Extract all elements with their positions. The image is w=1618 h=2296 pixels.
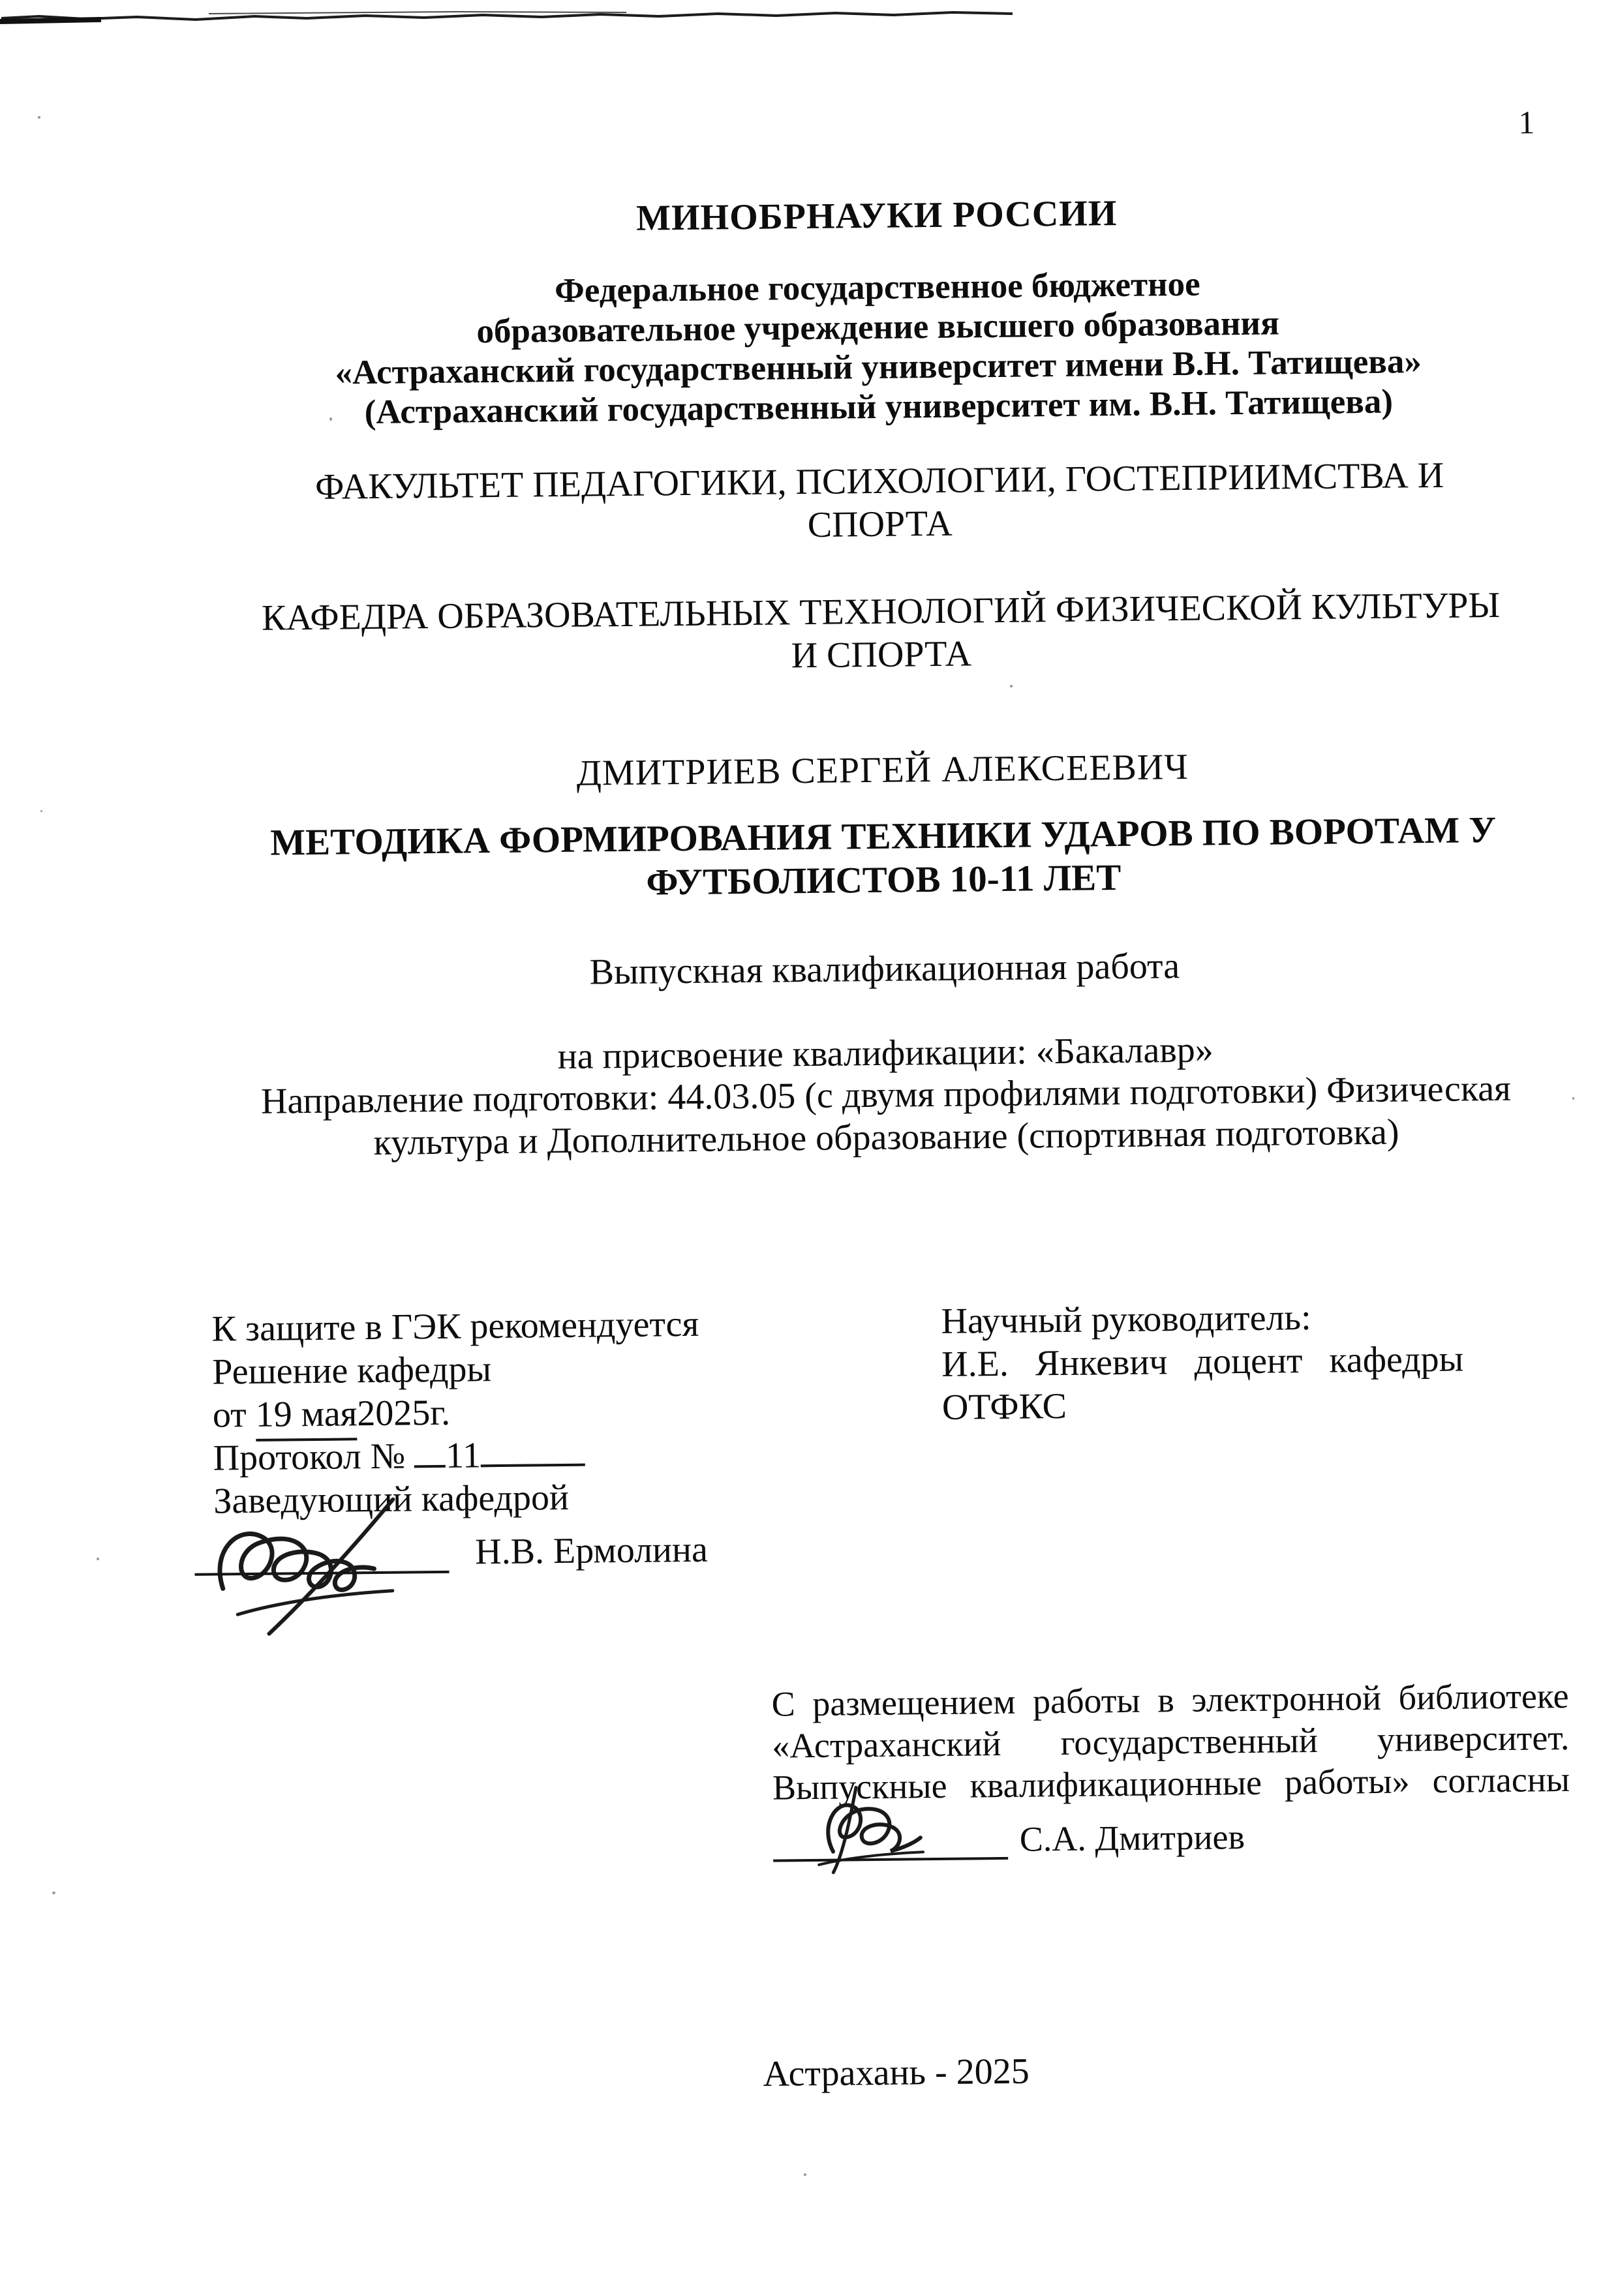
text-line: (Астраханский государственный университет им. В.Н. Татищева) [364, 382, 1394, 432]
author-name: ДМИТРИЕВ СЕРГЕЙ АЛЕКСЕЕВИЧ [576, 746, 1189, 794]
work-title [234, 808, 1533, 909]
consent-signer-name: С.А. Дмитриев [1019, 1817, 1245, 1859]
text-line: СПОРТА [807, 503, 953, 545]
recommendation-line: К защите в ГЭК рекомендуется [211, 1303, 699, 1350]
faculty-name [230, 453, 1529, 552]
institution-name [228, 261, 1528, 434]
author-signature [792, 1772, 943, 1888]
text-line: Выпускные квалификационные работы» согласны [772, 1759, 1570, 1807]
protocol-prefix: Протокол № [213, 1436, 415, 1479]
head-title-line: Заведующий кафедрой [213, 1477, 570, 1522]
protocol-line [213, 1431, 761, 1480]
text-line: И СПОРТА [791, 633, 972, 676]
text-line: С размещением работы в электронной библиотеке [771, 1676, 1569, 1724]
supervisor-label: Научный руководитель: [941, 1297, 1311, 1342]
supervisor-block [941, 1295, 1464, 1429]
page-number: 1 [1518, 104, 1535, 141]
consent-signature-row [772, 1802, 1570, 1888]
decision-line: Решение кафедры [211, 1349, 492, 1393]
head-signature-row [214, 1514, 763, 1605]
supervisor-department: ОТФКС [941, 1385, 1067, 1428]
department-name [232, 583, 1531, 683]
text-line: культура и Дополнительное образование (спортивная подготовка) [373, 1111, 1399, 1164]
city-year: Астрахань - 2025 [763, 2051, 1030, 2094]
program-line [237, 1067, 1536, 1166]
supervisor-name: И.Е. Янкевич доцент кафедры [941, 1338, 1464, 1385]
text-line: Направление подготовки: 44.03.05 (с двумя профилями подготовки) Физическая [260, 1068, 1512, 1122]
consent-block [771, 1675, 1570, 1888]
text-line: Федеральное государственное бюджетное [554, 265, 1200, 310]
protocol-blank [414, 1435, 446, 1468]
protocol-number: 11 [445, 1435, 481, 1476]
text-line: образовательное учреждение высшего образования [476, 304, 1280, 351]
work-type: Выпускная квалификационная работа [589, 946, 1180, 993]
ministry-title: МИНОБРНАУКИ РОССИИ [635, 192, 1118, 239]
text-line: «Астраханский государственный университет имени В.Н. Татищева» [335, 342, 1422, 392]
date-prefix: от [212, 1394, 256, 1436]
text-line: «Астраханский государственный университет. [772, 1717, 1570, 1766]
protocol-blank [481, 1434, 586, 1468]
head-name: Н.В. Ермолина [474, 1529, 709, 1573]
text-line: МЕТОДИКА ФОРМИРОВАНИЯ ТЕХНИКИ УДАРОВ ПО ВОРОТАМ У [270, 809, 1497, 864]
text-line: ФУТБОЛИСТОВ 10-11 ЛЕТ [646, 856, 1122, 903]
date-line [213, 1388, 761, 1437]
date-underlined: 19 мая [255, 1392, 357, 1442]
date-suffix: 2025г. [357, 1392, 451, 1434]
text-line: ФАКУЛЬТЕТ ПЕДАГОГИКИ, ПСИХОЛОГИИ, ГОСТЕПРИИМСТВА И [314, 455, 1444, 507]
head-signature [184, 1484, 492, 1637]
qualification-line: на присвоение квалификации: «Бакалавр» [557, 1029, 1214, 1078]
text-line: КАФЕДРА ОБРАЗОВАТЕЛЬНЫХ ТЕХНОЛОГИЙ ФИЗИЧЕСКОЙ КУЛЬТУРЫ [261, 584, 1501, 639]
